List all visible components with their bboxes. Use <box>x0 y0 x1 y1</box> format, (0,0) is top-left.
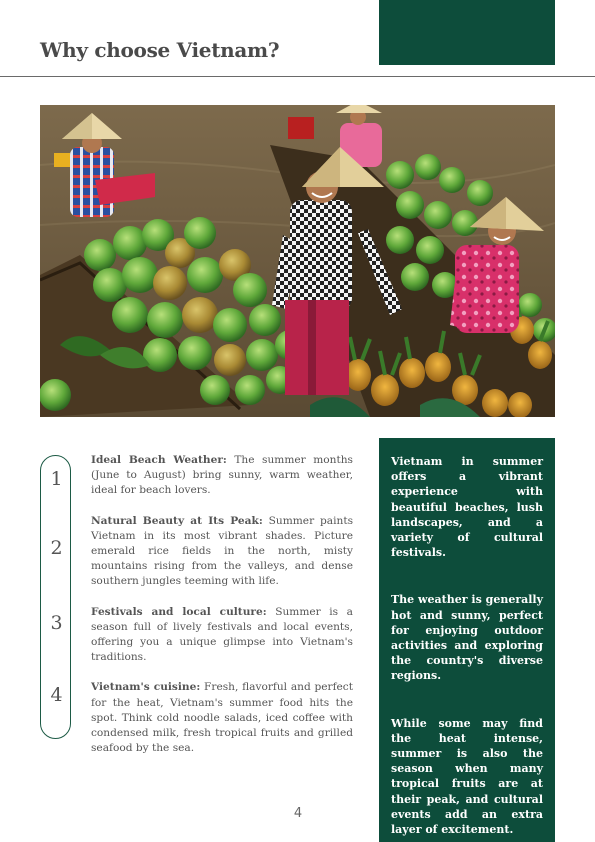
summary-paragraph: Vietnam in summer offers a vibrant experience with beautiful beaches, lush landscapes, and a variety of cultural festivals. <box>391 455 543 560</box>
floating-market-photo <box>40 105 555 417</box>
reason-heading: Vietnam's cuisine: <box>91 681 201 694</box>
numbered-timeline <box>40 455 71 739</box>
reason-text: Summer is a season full of lively festivals and local events, offering you a unique glimpse into Vietnam's traditions. <box>91 605 353 664</box>
reason-text: The summer months (June to August) bring sunny, warm weather, ideal for beach lovers. <box>91 454 353 497</box>
reason-item <box>91 680 353 756</box>
reason-text: Summer paints Vietnam in its most vibrant shades. Picture emerald rice fields in the north, misty mountains rising from the valleys, and dense southern jungles teeming with life. <box>91 514 354 588</box>
reason-heading: Ideal Beach Weather: <box>91 454 227 466</box>
reasons-list <box>91 453 353 771</box>
page-title: Why choose Vietnam? <box>40 38 280 62</box>
page-number: 4 <box>293 806 303 821</box>
timeline-number-4: 4 <box>50 684 63 706</box>
summary-paragraph: While some may find the heat intense, summer is also the season when many tropical fruits are at their peak, and cultural events add an extra layer of excitement. <box>391 716 543 837</box>
reason-item <box>91 453 353 499</box>
header-accent-block <box>379 0 555 65</box>
reason-item <box>91 514 353 590</box>
reason-item <box>91 605 353 666</box>
reason-heading: Festivals and local culture: <box>91 605 267 618</box>
reason-text: Fresh, flavorful and perfect for the heat, Vietnam's summer food hits the spot. Think cold noodle salads, iced coffee with condensed milk, fresh tropical fruits and grilled seafood by the sea. <box>91 681 353 755</box>
reason-heading: Natural Beauty at Its Peak: <box>91 514 263 527</box>
timeline-number-3: 3 <box>50 612 63 634</box>
summary-panel <box>379 438 555 842</box>
timeline-number-2: 2 <box>50 537 63 559</box>
timeline-number-1: 1 <box>50 468 63 490</box>
summary-paragraph: The weather is generally hot and sunny, perfect for enjoying outdoor activities and exploring the country's diverse regions. <box>391 593 543 683</box>
floating-market-illustration <box>40 105 555 417</box>
header-divider <box>0 76 595 77</box>
